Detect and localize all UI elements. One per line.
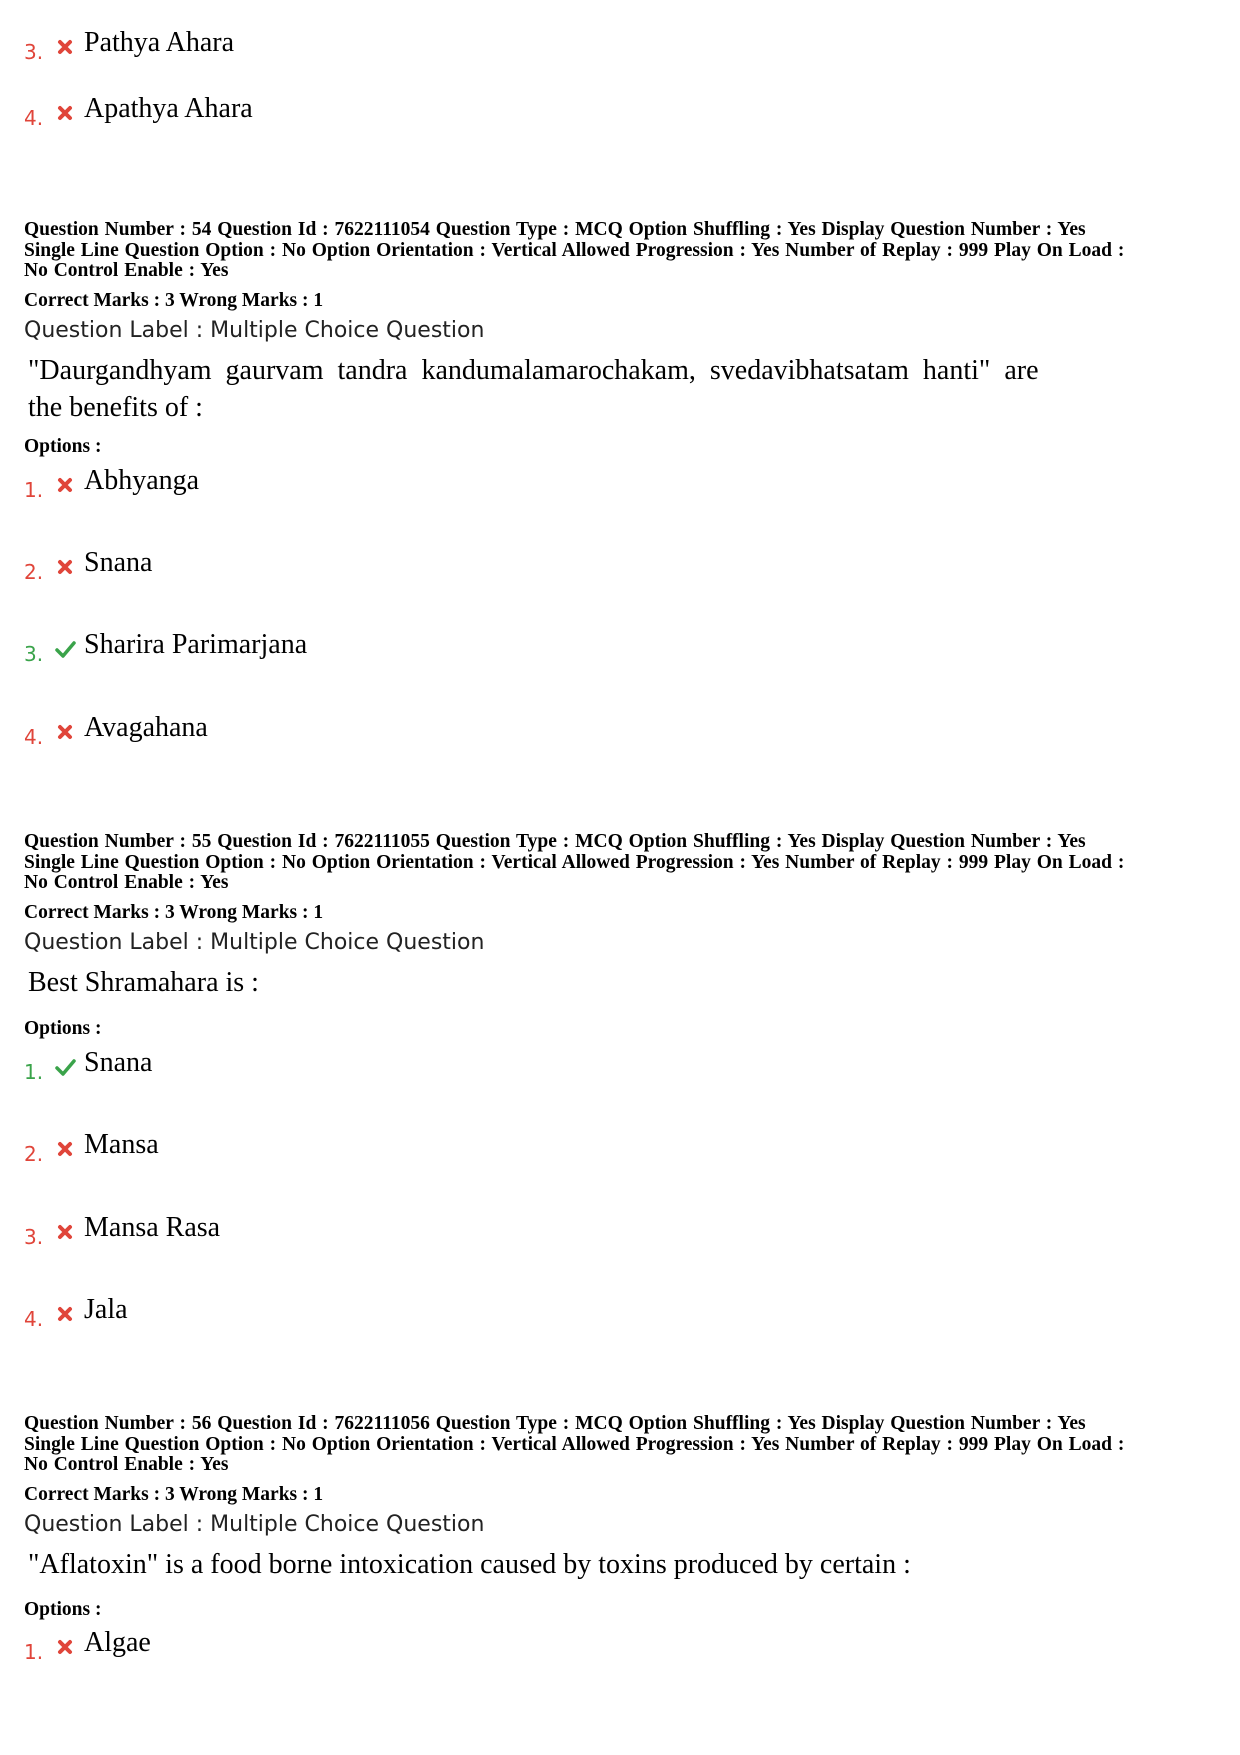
question-label: Question Label : Multiple Choice Question: [24, 318, 485, 343]
meta-line: Question Number : 56 Question Id : 7622111056 Question Type : MCQ Option Shuffling : Yes Display Question Number : Yes: [24, 1413, 1086, 1434]
option-text: Pathya Ahara: [84, 27, 235, 58]
option-text: Mansa: [84, 1129, 159, 1160]
option-text: Sharira Parimarjana: [84, 629, 308, 660]
question-meta: [24, 1414, 1224, 1476]
meta-line: Single Line Question Option : No Option Orientation : Vertical Allowed Progression : Yes Number of Replay : 999 Play On Load :: [24, 1433, 1125, 1455]
marks-line: Correct Marks : 3 Wrong Marks : 1: [24, 290, 324, 311]
cross-icon: [54, 474, 76, 496]
option-number: 4.: [24, 725, 44, 749]
marks-line: Correct Marks : 3 Wrong Marks : 1: [24, 1484, 324, 1505]
meta-line: Question Number : 54 Question Id : 7622111054 Question Type : MCQ Option Shuffling : Yes Display Question Number : Yes: [24, 219, 1086, 240]
check-icon: [54, 1056, 76, 1078]
option-number: 1.: [24, 478, 44, 502]
option-number: 4.: [24, 106, 44, 130]
option-item: [24, 1295, 624, 1335]
option-number: 4.: [24, 1307, 44, 1331]
option-item: [24, 94, 624, 134]
cross-icon: [54, 721, 76, 743]
question-label: Question Label : Multiple Choice Question: [24, 930, 485, 955]
option-text: Apathya Ahara: [84, 93, 253, 124]
meta-line: Question Number : 55 Question Id : 7622111055 Question Type : MCQ Option Shuffling : Yes Display Question Number : Yes: [24, 831, 1086, 852]
option-number: 2.: [24, 1142, 44, 1166]
option-item: [24, 1213, 624, 1253]
options-label: Options :: [24, 436, 102, 457]
question-meta: [24, 832, 1224, 894]
option-item: [24, 466, 624, 506]
marks-line: Correct Marks : 3 Wrong Marks : 1: [24, 902, 324, 923]
option-text: Avagahana: [84, 712, 208, 743]
question-text: [28, 1546, 1078, 1583]
option-number: 1.: [24, 1060, 44, 1084]
question-label: Question Label : Multiple Choice Question: [24, 1512, 485, 1537]
option-text: Mansa Rasa: [84, 1212, 221, 1243]
option-text: Abhyanga: [84, 465, 200, 496]
meta-line: No Control Enable : Yes: [24, 1454, 229, 1475]
cross-icon: [54, 1221, 76, 1243]
question-text-line: "Aflatoxin" is a food borne intoxication caused by toxins produced by certain :: [28, 1549, 911, 1580]
cross-icon: [54, 556, 76, 578]
cross-icon: [54, 102, 76, 124]
option-item: [24, 28, 624, 68]
question-text-line: "Daurgandhyam gaurvam tandra kandumalamarochakam, svedavibhatsatam hanti" are: [28, 355, 1039, 386]
option-number: 3.: [24, 642, 44, 666]
option-number: 3.: [24, 1225, 44, 1249]
question-text: [28, 964, 1078, 1001]
options-label: Options :: [24, 1599, 102, 1620]
option-item: [24, 713, 624, 753]
options-label: Options :: [24, 1018, 102, 1039]
cross-icon: [54, 1303, 76, 1325]
option-item: [24, 1130, 624, 1170]
meta-line: Single Line Question Option : No Option Orientation : Vertical Allowed Progression : Yes Number of Replay : 999 Play On Load :: [24, 239, 1125, 261]
meta-line: No Control Enable : Yes: [24, 872, 229, 893]
cross-icon: [54, 1636, 76, 1658]
option-item: [24, 1628, 624, 1668]
check-icon: [54, 638, 76, 660]
option-number: 2.: [24, 560, 44, 584]
question-text-line: Best Shramahara is :: [28, 967, 259, 998]
meta-line: Single Line Question Option : No Option Orientation : Vertical Allowed Progression : Yes Number of Replay : 999 Play On Load :: [24, 851, 1125, 873]
question-text: [28, 352, 1078, 426]
option-number: 3.: [24, 40, 44, 64]
question-meta: [24, 220, 1224, 282]
cross-icon: [54, 36, 76, 58]
option-text: Jala: [84, 1294, 128, 1325]
option-text: Snana: [84, 1047, 153, 1078]
option-text: Snana: [84, 547, 153, 578]
option-text: Algae: [84, 1627, 151, 1658]
option-item: [24, 1048, 624, 1088]
option-number: 1.: [24, 1640, 44, 1664]
option-item: [24, 548, 624, 588]
meta-line: No Control Enable : Yes: [24, 260, 229, 281]
question-text-line: the benefits of :: [28, 392, 203, 423]
option-item: [24, 630, 624, 670]
cross-icon: [54, 1138, 76, 1160]
